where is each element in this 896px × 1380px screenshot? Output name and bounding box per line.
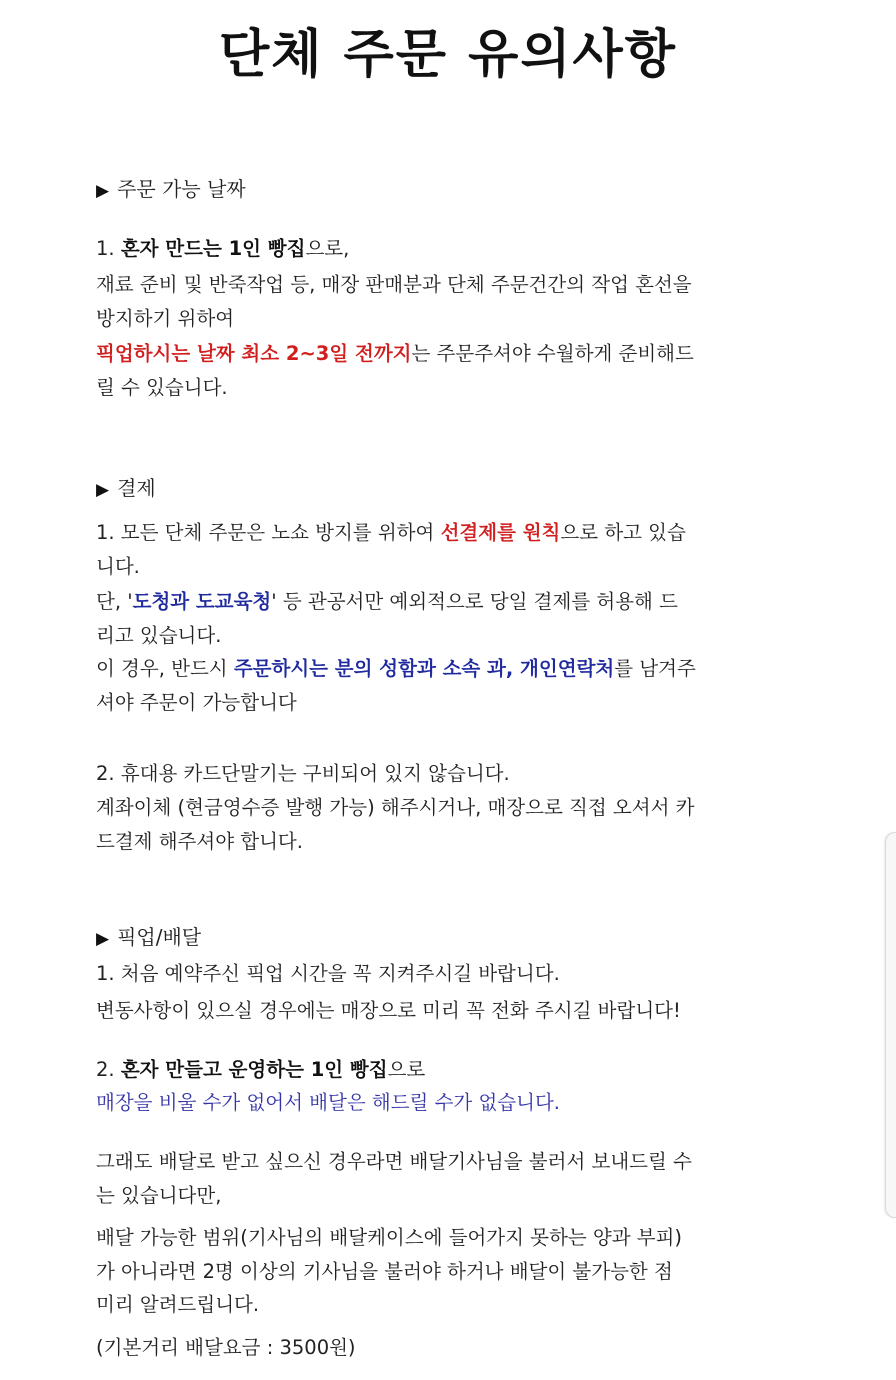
pickup-line-1: 1. 처음 예약주신 픽업 시간을 꼭 지켜주시길 바랍니다. bbox=[96, 962, 560, 985]
order-date-line-1 bbox=[96, 232, 349, 266]
red-emphasis-text: 픽업하시는 날짜 최소 2~3일 전까지 bbox=[96, 342, 412, 365]
payment-line-9: 드결제 해주셔야 합니다. bbox=[96, 830, 303, 853]
section-heading-payment bbox=[96, 471, 156, 507]
text-span: 단, ' bbox=[96, 590, 133, 613]
page-title: 단체 주문 유의사항 bbox=[218, 25, 678, 85]
payment-line-1 bbox=[96, 516, 686, 550]
triangle-bullet-icon: ▶ bbox=[96, 181, 110, 201]
text-span: 으로 bbox=[387, 1058, 426, 1081]
triangle-bullet-icon: ▶ bbox=[96, 480, 110, 500]
text-span: 으로 하고 있습 bbox=[560, 521, 686, 544]
scrollbar-handle[interactable] bbox=[885, 832, 896, 1218]
payment-line-8: 계좌이체 (현금영수증 발행 가능) 해주시거나, 매장으로 직접 오셔서 카 bbox=[96, 796, 695, 819]
pickup-line-2: 변동사항이 있으실 경우에는 매장으로 미리 꼭 전화 주시길 바랍니다! bbox=[96, 999, 681, 1022]
blue-emphasis-text: 주문하시는 분의 성함과 소속 과, 개인연락처 bbox=[233, 657, 615, 680]
triangle-bullet-icon: ▶ bbox=[96, 929, 110, 949]
section-heading-label: 픽업/배달 bbox=[117, 925, 202, 949]
bold-text: 혼자 만드는 1인 빵집 bbox=[120, 237, 306, 260]
payment-line-7: 2. 휴대용 카드단말기는 구비되어 있지 않습니다. bbox=[96, 762, 510, 785]
payment-line-4: 리고 있습니다. bbox=[96, 624, 222, 647]
text-span: 를 남겨주 bbox=[614, 657, 696, 680]
payment-line-5 bbox=[96, 652, 696, 686]
payment-line-3 bbox=[96, 585, 678, 619]
bold-text: 혼자 만들고 운영하는 1인 빵집 bbox=[120, 1058, 388, 1081]
red-emphasis-text: 선결제를 원칙 bbox=[440, 521, 561, 544]
text-span: ' 등 관공서만 예외적으로 당일 결제를 허용해 드 bbox=[271, 590, 678, 613]
pickup-line-4: 매장을 비울 수가 없어서 배달은 해드릴 수가 없습니다. bbox=[96, 1091, 561, 1114]
section-heading-label: 주문 가능 날짜 bbox=[117, 177, 246, 201]
section-heading-order-date bbox=[96, 172, 246, 208]
text-span: 2. bbox=[96, 1058, 121, 1081]
text-span: 으로, bbox=[305, 237, 350, 260]
pickup-line-5: 그래도 배달로 받고 싶으신 경우라면 배달기사님을 불러서 보내드릴 수 bbox=[96, 1150, 692, 1173]
text-span: 1. 모든 단체 주문은 노쇼 방지를 위하여 bbox=[96, 521, 441, 544]
section-heading-label: 결제 bbox=[117, 476, 156, 500]
text-span: 1. bbox=[96, 237, 121, 260]
pickup-line-6: 는 있습니다만, bbox=[96, 1184, 222, 1207]
payment-line-6: 셔야 주문이 가능합니다 bbox=[96, 691, 297, 714]
order-date-line-4 bbox=[96, 337, 694, 371]
pickup-line-7: 배달 가능한 범위(기사님의 배달케이스에 들어가지 못하는 양과 부피) bbox=[96, 1226, 683, 1249]
order-date-line-2: 재료 준비 및 반죽작업 등, 매장 판매분과 단체 주문건간의 작업 혼선을 bbox=[96, 273, 692, 296]
order-date-line-3: 방지하기 위하여 bbox=[96, 307, 235, 330]
text-span: 는 주문주셔야 수월하게 준비해드 bbox=[411, 342, 694, 365]
blue-emphasis-text: 도청과 도교육청 bbox=[132, 590, 272, 613]
pickup-line-10: (기본거리 배달요금 : 3500원) bbox=[96, 1336, 356, 1359]
order-date-line-5: 릴 수 있습니다. bbox=[96, 376, 228, 399]
text-span: 이 경우, 반드시 bbox=[96, 657, 234, 680]
pickup-line-9: 미리 알려드립니다. bbox=[96, 1293, 260, 1316]
payment-line-2: 니다. bbox=[96, 555, 140, 578]
pickup-line-3 bbox=[96, 1053, 425, 1087]
pickup-line-8: 가 아니라면 2명 이상의 기사님을 불러야 하거나 배달이 불가능한 점 bbox=[96, 1260, 673, 1283]
section-heading-pickup bbox=[96, 920, 201, 956]
